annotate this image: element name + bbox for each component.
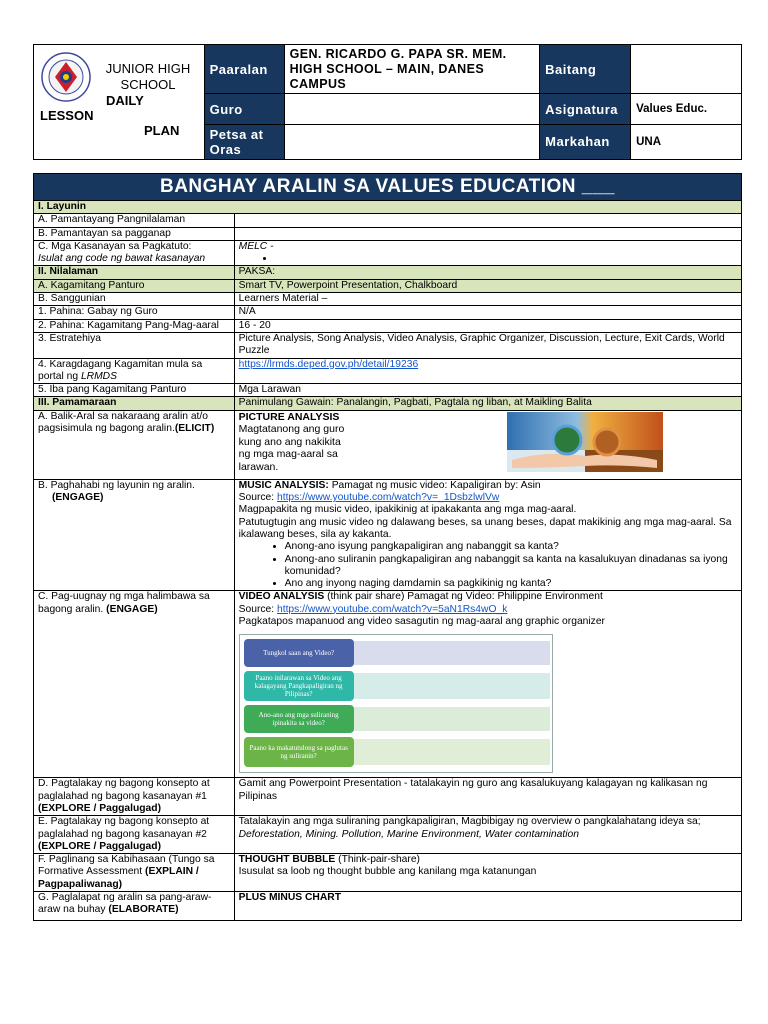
- guro-label: Guro: [204, 94, 284, 124]
- row-label: A. Kagamitang Panturo: [34, 279, 235, 292]
- row-label: [34, 479, 235, 591]
- row-label: [34, 240, 235, 266]
- list-item: • Anong-ano suliranin pangkapaligiran ang nabanggit sa kanta na kasalukuyan dinadanas sa iyong komunidad?: [285, 554, 737, 579]
- go-question: Paano inilarawan sa Video ang kalagayang Pangkapaligiran ng Pilipinas?: [244, 671, 354, 701]
- section-nilalaman: II. Nilalaman: [34, 266, 235, 279]
- kasanayan-label: C. Mga Kasanayan sa Pagkatuto:: [38, 240, 192, 252]
- row-label: [34, 891, 235, 920]
- row-value: [234, 479, 741, 591]
- go-question: Tungkol saan ang Video?: [244, 639, 354, 667]
- row-label: [34, 816, 235, 854]
- section-layunin: I. Layunin: [34, 201, 742, 214]
- paaralan-value: GEN. RICARDO G. PAPA SR. MEM. HIGH SCHOOL – MAIN, DANES CAMPUS: [284, 45, 540, 94]
- row-label: B. Sanggunian: [34, 293, 235, 306]
- paksa-value: PAKSA:: [234, 266, 741, 279]
- elicit-tag: (ELICIT): [174, 423, 215, 435]
- row-value: [234, 591, 741, 778]
- go-answer-bar: [354, 707, 550, 731]
- row-label: 3. Estratehiya: [34, 332, 235, 358]
- list-item: • Anong-ano isyung pangkapaligiran ang nabanggit sa kanta?: [285, 541, 737, 553]
- go-row: [244, 737, 550, 767]
- jhs-label: JUNIOR HIGH SCHOOL: [105, 61, 191, 92]
- markahan-label: Markahan: [540, 124, 631, 159]
- row-value: Mga Larawan: [234, 384, 741, 397]
- logo-cell: [34, 45, 205, 160]
- source-label: Source:: [238, 603, 277, 615]
- thought-bubble-text: Isusulat sa loob ng thought bubble ang kanilang mga katanungan: [238, 866, 537, 878]
- lrmds-abbr: LRMDS: [80, 370, 117, 382]
- row-label: [34, 854, 235, 892]
- music-title: Pamagat ng music video: Kapaligiran by: Asin: [328, 479, 541, 491]
- row-value: [234, 214, 741, 227]
- source-label: Source:: [238, 492, 277, 504]
- pagtalakay-2-topics: Deforestation, Mining. Pollution, Marine Environment, Water contamination: [238, 828, 579, 840]
- lrmds-label: 4. Karagdagang Kagamitan mula sa portal ng: [38, 358, 203, 382]
- music-questions: [239, 541, 737, 590]
- row-value: N/A: [234, 306, 741, 319]
- thought-bubble-note: (Think-pair-share): [335, 854, 420, 866]
- engage-tag: (ENGAGE): [106, 603, 158, 615]
- row-value: Picture Analysis, Song Analysis, Video Analysis, Graphic Organizer, Discussion, Lecture, Exit Cards, World Puzzle: [234, 332, 741, 358]
- row-value: 16 - 20: [234, 319, 741, 332]
- plus-minus-heading: PLUS MINUS CHART: [238, 891, 342, 903]
- row-value: [234, 410, 741, 479]
- panimulang-gawain: Panimulang Gawain: Panalangin, Pagbati, Pagtala ng liban, at Maikling Balita: [234, 397, 741, 410]
- row-value: [234, 816, 741, 854]
- petsa-value: [284, 124, 540, 159]
- row-value: Gamit ang Powerpoint Presentation - tatalakayin ng guro ang kasalukuyang kalagayan ng kalikasan ng Pilipinas: [234, 778, 741, 816]
- empty-bullet: [275, 253, 737, 265]
- asignatura-label: Asignatura: [540, 94, 631, 124]
- row-label: [34, 591, 235, 778]
- row-value: [234, 240, 741, 266]
- baitang-label: Baitang: [540, 45, 631, 94]
- petsa-label: Petsa at Oras: [204, 124, 284, 159]
- video-link[interactable]: https://www.youtube.com/watch?v=5aN1Rs4wO_k: [276, 603, 508, 615]
- video-title: (think pair share) Pamagat ng Video: Philippine Environment: [324, 591, 603, 603]
- dl-daily: DAILY: [106, 93, 144, 108]
- row-label: A. Pamantayang Pangnilalaman: [34, 214, 235, 227]
- picture-analysis-heading: PICTURE ANALYSIS: [238, 410, 340, 423]
- video-analysis-heading: VIDEO ANALYSIS: [238, 591, 325, 603]
- balik-aral-label: A. Balik-Aral sa nakaraang aralin at/o pagsisimula ng bagong aralin.: [38, 410, 208, 435]
- paaralan-label: Paaralan: [204, 45, 284, 94]
- pagtalakay-2-text: Tatalakayin ang mga suliraning pangkapaligiran, Magbibigay ng overview o pangkalahatang ideya sa;: [238, 816, 701, 828]
- go-row: [244, 671, 550, 701]
- row-label: [34, 778, 235, 816]
- go-answer-bar: [354, 673, 550, 699]
- go-row: [244, 705, 550, 733]
- guro-value: [284, 94, 540, 124]
- picture-analysis-block: [239, 411, 351, 474]
- pagtalakay-1-label: D. Pagtalakay ng bagong konsepto at paglalahad ng bagong kasanayan #1: [38, 778, 210, 802]
- deped-seal-icon: [41, 52, 91, 102]
- row-label: [34, 358, 235, 384]
- go-answer-bar: [354, 739, 550, 765]
- row-value: Smart TV, Powerpoint Presentation, Chalkboard: [234, 279, 741, 292]
- music-instruction-2: Patutugtugin ang music video ng dalawang beses, sa unang beses, dapat makikinig ang mga mag-aaral. Sa ikalawang beses, sila ay kakanta.: [238, 516, 732, 540]
- pag-uugnay-label: C. Pag-uugnay ng mga halimbawa sa bagong aralin.: [38, 591, 210, 615]
- explain-tag: (EXPLAIN / Pagpapaliwanag): [38, 866, 199, 890]
- video-instruction: Pagkatapos mapanuod ang video sasagutin ng mag-aaral ang graphic organizer: [238, 616, 605, 628]
- explore-tag: (EXPLORE / Paggalugad): [38, 840, 162, 852]
- row-value: [234, 854, 741, 892]
- explore-tag: (EXPLORE / Paggalugad): [38, 802, 162, 814]
- row-value: [234, 891, 741, 920]
- lesson-plan-table: [33, 173, 742, 921]
- row-label: 1. Pahina: Gabay ng Guro: [34, 306, 235, 319]
- go-row: [244, 639, 550, 667]
- elaborate-tag: (ELABORATE): [108, 904, 179, 916]
- melc-text: MELC -: [238, 240, 274, 252]
- row-label: B. Pamantayan sa pagganap: [34, 227, 235, 240]
- row-value: Learners Material –: [234, 293, 741, 306]
- paglinang-label: F. Paglinang sa Kabihasaan (Tungo sa Formative Assessment: [38, 854, 215, 878]
- plan-title: BANGHAY ARALIN SA VALUES EDUCATION ___: [34, 174, 742, 201]
- row-value: [234, 227, 741, 240]
- go-answer-bar: [354, 641, 550, 665]
- environment-hands-image: [507, 412, 663, 472]
- row-label: [34, 410, 235, 479]
- music-video-link[interactable]: https://www.youtube.com/watch?v=_1DsbzlwlVw: [276, 492, 500, 504]
- go-question: Ano-ano ang mga suliraning ipinakita sa video?: [244, 705, 354, 733]
- picture-analysis-text: Magtatanong ang guro kung ano ang nakikita ng mga mag-aaral sa larawan.: [238, 423, 345, 473]
- pagtalakay-2-label: E. Pagtalakay ng bagong konsepto at paglalahad ng bagong kasanayan #2: [38, 816, 210, 840]
- thought-bubble-heading: THOUGHT BUBBLE: [238, 854, 336, 866]
- go-question: Paano ka makatutulong sa paglutas ng suliranin?: [244, 737, 354, 767]
- header-table: [33, 44, 742, 160]
- asignatura-value: Values Educ.: [631, 94, 742, 124]
- paglalapat-label: G. Paglalapat ng aralin sa pang-araw-araw na buhay: [38, 891, 212, 916]
- graphic-organizer: [239, 634, 553, 773]
- paghahabi-label: B. Paghahabi ng layunin ng aralin.: [38, 479, 195, 491]
- row-value: [234, 358, 741, 384]
- lrmds-link[interactable]: https://lrmds.deped.gov.ph/detail/19236: [238, 358, 419, 370]
- row-label: 2. Pahina: Kagamitang Pang-Mag-aaral: [34, 319, 235, 332]
- section-pamamaraan: III. Pamamaraan: [34, 397, 235, 410]
- music-instruction-1: Magpapakita ng music video, ipakikinig at ipakakanta ang mga mag-aaral.: [238, 504, 577, 516]
- row-label: 5. Iba pang Kagamitang Panturo: [34, 384, 235, 397]
- dl-plan: PLAN: [144, 123, 180, 138]
- kasanayan-note: Isulat ang code ng bawat kasanayan: [38, 253, 206, 265]
- engage-tag: (ENGAGE): [52, 492, 104, 504]
- dl-lesson: LESSON: [40, 108, 94, 123]
- baitang-value: [631, 45, 742, 94]
- music-analysis-heading: MUSIC ANALYSIS:: [238, 479, 329, 491]
- markahan-value: UNA: [631, 124, 742, 159]
- list-item: • Ano ang inyong naging damdamin sa pagkikinig ng kanta?: [285, 578, 737, 590]
